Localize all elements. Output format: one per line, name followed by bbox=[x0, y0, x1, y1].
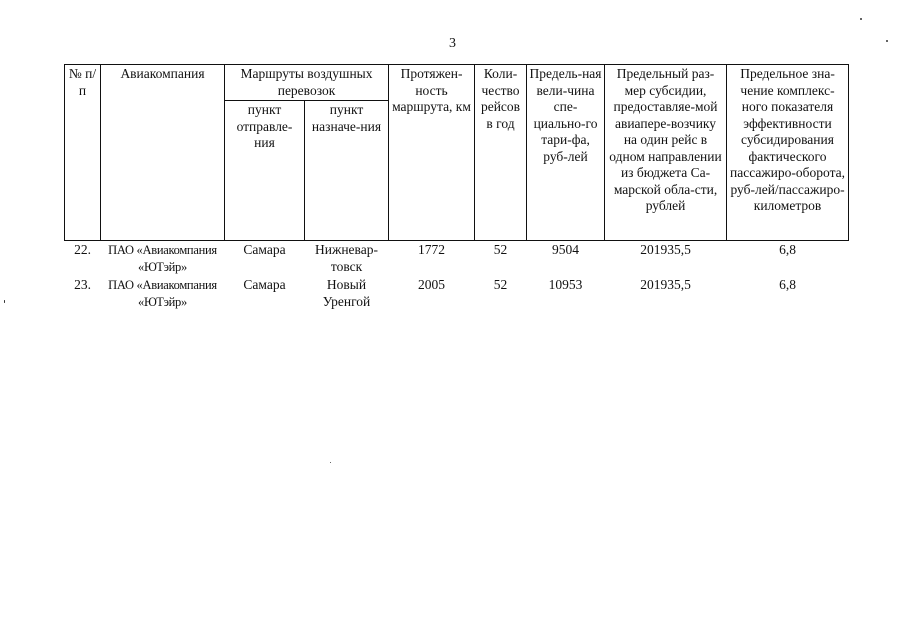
page-number: 3 bbox=[449, 36, 456, 51]
row-flights: 52 bbox=[493, 242, 508, 257]
row-airline: ПАО «Авиакомпания «ЮТэйр» bbox=[108, 243, 217, 274]
scan-speck bbox=[886, 40, 888, 42]
row-indicator: 6,8 bbox=[779, 277, 796, 292]
row-num: 23. bbox=[74, 277, 91, 292]
subsidy-table bbox=[64, 64, 849, 311]
row-num: 22. bbox=[74, 242, 91, 257]
row-indicator: 6,8 bbox=[779, 242, 796, 257]
header-destination: пункт назначе-ния bbox=[305, 101, 389, 241]
row-tariff: 10953 bbox=[548, 277, 583, 292]
row-subsidy: 201935,5 bbox=[640, 242, 691, 257]
scan-speck bbox=[4, 300, 5, 303]
row-departure: Самара bbox=[243, 242, 286, 257]
header-indicator: Предельное зна-чение комплекс-ного показателя эффективности субсидирования фактического пассажиро-оборота, руб-лей/пассажиро-километров bbox=[727, 65, 849, 241]
header-departure: пункт отправле-ния bbox=[225, 101, 305, 241]
header-routes: Маршруты воздушных перевозок bbox=[225, 65, 389, 101]
header-airline: Авиакомпания bbox=[101, 65, 225, 241]
row-airline: ПАО «Авиакомпания «ЮТэйр» bbox=[108, 278, 217, 309]
row-length: 2005 bbox=[418, 277, 446, 292]
row-flights: 52 bbox=[493, 277, 508, 292]
header-length: Протяжен-ность маршрута, км bbox=[389, 65, 475, 241]
scan-speck bbox=[330, 462, 331, 463]
table-row bbox=[65, 276, 849, 311]
row-destination: Нижневар-товск bbox=[315, 242, 378, 274]
header-tariff: Предель-ная вели-чина спе-циально-го тари-фа, руб-лей bbox=[527, 65, 605, 241]
header-subsidy: Предельный раз-мер субсидии, предоставляе-мой авиапере-возчику на один рейс в одном направлении из бюджета Са-марской обла-сти, рублей bbox=[605, 65, 727, 241]
row-departure: Самара bbox=[243, 277, 286, 292]
row-tariff: 9504 bbox=[552, 242, 580, 257]
row-length: 1772 bbox=[418, 242, 446, 257]
header-num: № п/п bbox=[65, 65, 101, 241]
scan-speck bbox=[860, 18, 862, 20]
row-destination: Новый Уренгой bbox=[322, 277, 371, 309]
table-row bbox=[65, 241, 849, 277]
row-subsidy: 201935,5 bbox=[640, 277, 691, 292]
header-flights: Коли-чество рейсов в год bbox=[475, 65, 527, 241]
